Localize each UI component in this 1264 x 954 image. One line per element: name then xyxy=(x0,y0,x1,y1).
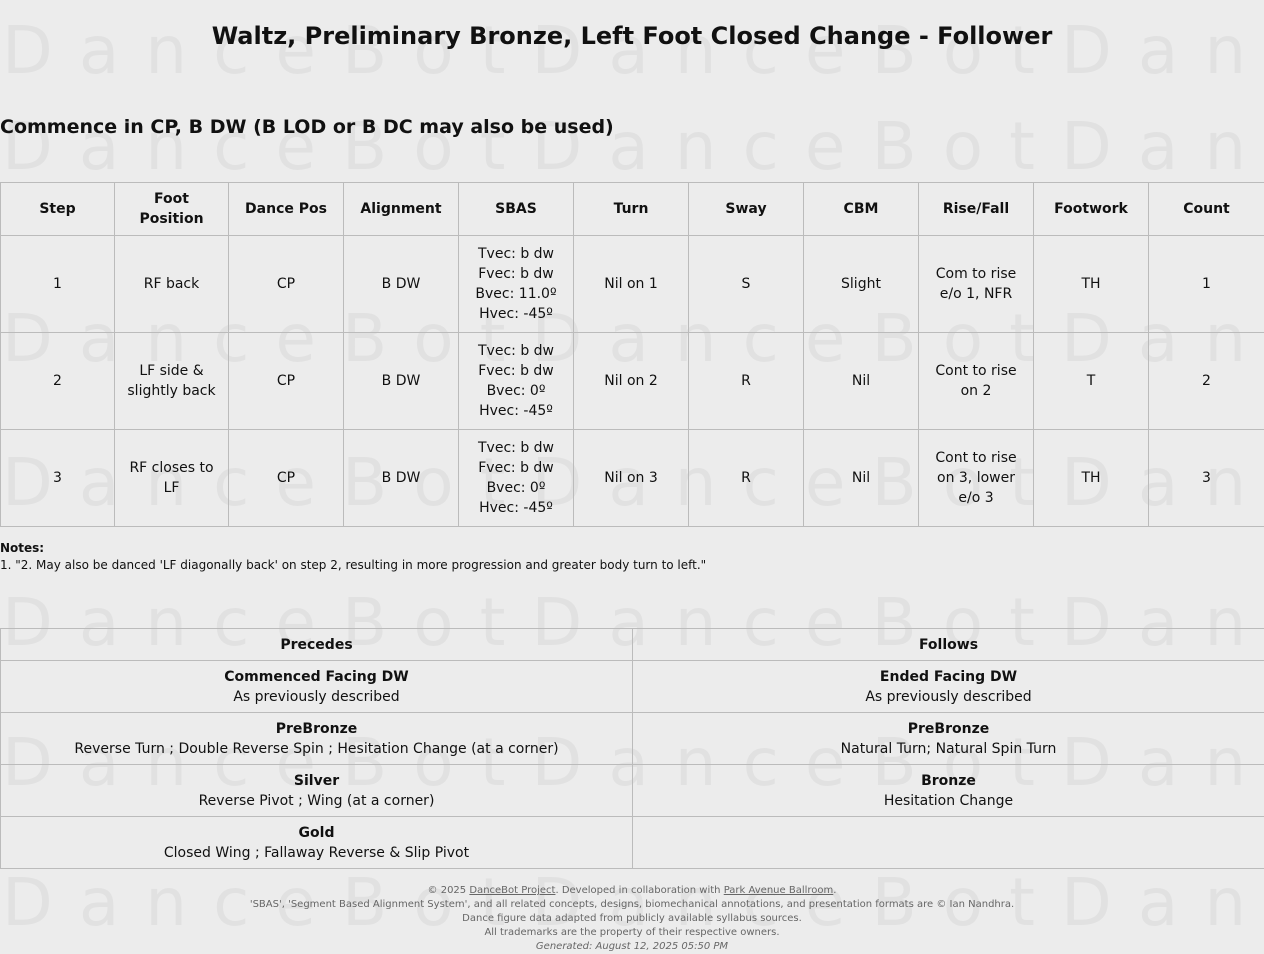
precedes-cell xyxy=(1,817,633,869)
cell-foot-position: LF side & slightly back xyxy=(115,333,229,430)
table-row xyxy=(1,765,1264,817)
cell-turn: Nil on 3 xyxy=(574,430,689,527)
sbas-fvec: Fvec: b dw xyxy=(478,460,554,476)
steps-header-row xyxy=(1,183,1264,236)
table-row xyxy=(1,817,1264,869)
cell-step: 1 xyxy=(1,236,115,333)
precedes-cell xyxy=(1,765,633,817)
collab-text: . Developed in collaboration with xyxy=(555,885,721,896)
follows-level: Ended Facing DW xyxy=(879,668,1018,685)
sbas-tvec: Tvec: b dw xyxy=(478,440,554,456)
precedes-figures: Closed Wing ; Fallaway Reverse & Slip Pivot xyxy=(163,844,470,861)
steps-table xyxy=(0,182,1264,527)
cell-sway: R xyxy=(689,430,804,527)
cell-footwork: TH xyxy=(1034,430,1149,527)
follows-figures: Natural Turn; Natural Spin Turn xyxy=(840,740,1057,757)
footer-sbas-line: 'SBAS', 'Segment Based Alignment System', and all related concepts, designs, biomechanical annotations, and presentation formats are © Ian Nandhra. xyxy=(249,899,1015,910)
sbas-bvec: Bvec: 11.0º xyxy=(475,286,557,302)
relations-header-row xyxy=(1,629,1264,661)
cell-footwork: TH xyxy=(1034,236,1149,333)
cell-cbm: Slight xyxy=(804,236,919,333)
table-row xyxy=(1,430,1264,527)
table-row xyxy=(1,236,1264,333)
sbas-bvec: Bvec: 0º xyxy=(486,480,546,496)
follows-cell xyxy=(633,765,1264,817)
sbas-fvec: Fvec: b dw xyxy=(478,266,554,282)
cell-turn: Nil on 2 xyxy=(574,333,689,430)
sbas-tvec: Tvec: b dw xyxy=(478,246,554,262)
col-header-step: Step xyxy=(1,183,115,236)
footer-source-line: Dance figure data adapted from publicly available syllabus sources. xyxy=(462,913,802,924)
sbas-fvec: Fvec: b dw xyxy=(478,363,554,379)
follows-level: PreBronze xyxy=(907,720,990,737)
follows-cell xyxy=(633,713,1264,765)
col-header-footwork: Footwork xyxy=(1034,183,1149,236)
col-header-dance-pos: Dance Pos xyxy=(229,183,344,236)
col-header-turn: Turn xyxy=(574,183,689,236)
col-header-sbas: SBAS xyxy=(459,183,574,236)
sbas-tvec: Tvec: b dw xyxy=(478,343,554,359)
collab-suffix: . xyxy=(833,885,837,896)
cell-alignment: B DW xyxy=(344,236,459,333)
col-header-rise-fall: Rise/Fall xyxy=(919,183,1034,236)
precedes-follows-table xyxy=(0,628,1264,869)
cell-cbm: Nil xyxy=(804,430,919,527)
notes-heading: Notes: xyxy=(0,541,45,555)
sbas-hvec: Hvec: -45º xyxy=(479,403,553,419)
precedes-level: Gold xyxy=(298,824,335,841)
cell-rise-fall: Com to rise e/o 1, NFR xyxy=(919,236,1034,333)
cell-alignment: B DW xyxy=(344,333,459,430)
footer-copyright-line xyxy=(0,884,1264,898)
cell-footwork: T xyxy=(1034,333,1149,430)
follows-cell xyxy=(633,661,1264,713)
cell-sway: R xyxy=(689,333,804,430)
page-title: Waltz, Preliminary Bronze, Left Foot Closed Change - Follower xyxy=(211,22,1053,50)
note-item: 1. "2. May also be danced 'LF diagonally back' on step 2, resulting in more progression and greater body turn to left." xyxy=(0,558,707,572)
cell-count: 3 xyxy=(1149,430,1264,527)
cell-sbas xyxy=(459,430,574,527)
cell-dance-pos: CP xyxy=(229,333,344,430)
commence-position: Commence in CP, B DW (B LOD or B DC may also be used) xyxy=(0,116,614,138)
footer xyxy=(0,884,1264,954)
cell-count: 1 xyxy=(1149,236,1264,333)
cell-dance-pos: CP xyxy=(229,430,344,527)
cell-sway: S xyxy=(689,236,804,333)
cell-rise-fall: Cont to rise on 3, lower e/o 3 xyxy=(919,430,1034,527)
precedes-header: Precedes xyxy=(1,629,633,661)
col-header-cbm: CBM xyxy=(804,183,919,236)
sbas-bvec: Bvec: 0º xyxy=(486,383,546,399)
copyright-text: © 2025 xyxy=(427,885,467,896)
col-header-foot-position: Foot Position xyxy=(115,183,229,236)
footer-generated-line: Generated: August 12, 2025 05:50 PM xyxy=(535,941,729,952)
cell-alignment: B DW xyxy=(344,430,459,527)
footer-trademark-line: All trademarks are the property of their respective owners. xyxy=(484,927,780,938)
follows-figures: Hesitation Change xyxy=(883,792,1014,809)
cell-rise-fall: Cont to rise on 2 xyxy=(919,333,1034,430)
sbas-hvec: Hvec: -45º xyxy=(479,306,553,322)
col-header-sway: Sway xyxy=(689,183,804,236)
cell-count: 2 xyxy=(1149,333,1264,430)
precedes-figures: Reverse Turn ; Double Reverse Spin ; Hesitation Change (at a corner) xyxy=(74,740,559,757)
park-avenue-ballroom-link[interactable]: Park Avenue Ballroom xyxy=(723,885,834,896)
col-header-count: Count xyxy=(1149,183,1264,236)
table-row xyxy=(1,661,1264,713)
sbas-hvec: Hvec: -45º xyxy=(479,500,553,516)
col-header-alignment: Alignment xyxy=(344,183,459,236)
precedes-level: Silver xyxy=(293,772,340,789)
table-row xyxy=(1,713,1264,765)
cell-turn: Nil on 1 xyxy=(574,236,689,333)
precedes-cell xyxy=(1,661,633,713)
follows-header: Follows xyxy=(633,629,1264,661)
dancebot-project-link[interactable]: DanceBot Project xyxy=(469,885,556,896)
cell-step: 3 xyxy=(1,430,115,527)
cell-step: 2 xyxy=(1,333,115,430)
precedes-level: PreBronze xyxy=(275,720,358,737)
cell-cbm: Nil xyxy=(804,333,919,430)
cell-dance-pos: CP xyxy=(229,236,344,333)
precedes-level: Commenced Facing DW xyxy=(224,668,409,685)
follows-cell xyxy=(633,817,1264,869)
precedes-cell xyxy=(1,713,633,765)
cell-sbas xyxy=(459,236,574,333)
precedes-figures: As previously described xyxy=(233,688,400,705)
precedes-figures: Reverse Pivot ; Wing (at a corner) xyxy=(198,792,435,809)
notes-section xyxy=(0,540,706,574)
cell-foot-position: RF closes to LF xyxy=(115,430,229,527)
table-row xyxy=(1,333,1264,430)
cell-sbas xyxy=(459,333,574,430)
follows-level: Bronze xyxy=(921,772,976,789)
cell-foot-position: RF back xyxy=(115,236,229,333)
follows-figures: As previously described xyxy=(865,688,1032,705)
